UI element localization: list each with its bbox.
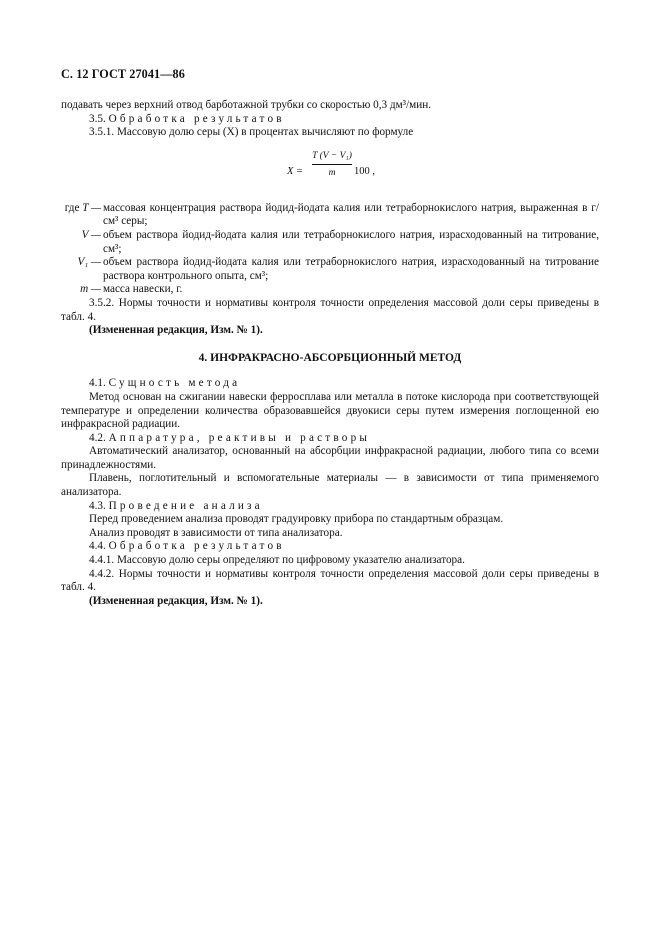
definition-item xyxy=(61,229,599,256)
definition-symbol: m — xyxy=(80,283,101,296)
paragraph-3-5-1: 3.5.1. Массовую долю серы (X) в процентах вычисляют по формуле xyxy=(89,126,414,139)
section-title-spaced: Обработка результатов xyxy=(108,540,285,553)
paragraph-4-3-b: Анализ проводят в зависимости от типа анализатора. xyxy=(89,526,343,539)
document-body xyxy=(61,99,599,608)
paragraph-4-2-a: Автоматический анализатор, основанный на абсорбции инфракрасной радиации, любого типа со всеми принадлежностями. xyxy=(61,445,599,471)
definition-text: масса навески, г. xyxy=(103,283,183,296)
formula-fraction xyxy=(312,150,352,181)
amendment-note: (Измененная редакция, Изм. № 1). xyxy=(89,324,263,337)
section-number: 4.1. xyxy=(89,377,106,390)
formula-block xyxy=(61,150,599,190)
section-number: 4.3. xyxy=(89,499,106,512)
paragraph-4-4-1: 4.4.1. Массовую долю серы определяют по цифровому указателю анализатора. xyxy=(89,554,465,567)
section-number: 3.5. xyxy=(89,112,106,125)
paragraph-4-2-b: Плавень, поглотительный и вспомогательные материалы — в зависимости от типа применяемого анализатора. xyxy=(61,472,599,499)
formula-numerator: T (V − V₁) xyxy=(312,150,352,166)
section-4-title: 4. ИНФРАКРАСНО-АБСОРБЦИОННЫЙ МЕТОД xyxy=(198,351,462,364)
page-header: С. 12 ГОСТ 27041—86 xyxy=(61,67,185,81)
definition-text: массовая концентрация раствора йодид-йодата калия или тетраборнокислого натрия, выраженная в г/см³ серы; xyxy=(103,201,599,228)
section-title-spaced: Обработка результатов xyxy=(108,112,285,125)
paragraph-4-4-2: 4.4.2. Нормы точности и нормативы контроля точности определения массовой доли серы приведены в табл. 4. xyxy=(61,567,599,594)
paragraph-3-5-2: 3.5.2. Нормы точности и нормативы контроля точности определения массовой доли серы приведены в табл. 4. xyxy=(61,296,599,323)
formula-multiplier: 100 , xyxy=(354,165,375,177)
section-heading-3-5 xyxy=(61,113,599,127)
amendment-note: (Измененная редакция, Изм. № 1). xyxy=(89,594,263,607)
definition-symbol: V — xyxy=(81,228,101,241)
section-number: 4.4. xyxy=(89,540,106,553)
definition-text: объем раствора йодид-йодата калия или тетраборнокислого натрия, израсходованный на титрование раствора контрольного опыта, см³; xyxy=(103,256,599,282)
section-heading-4-2 xyxy=(61,432,599,446)
definition-item xyxy=(61,202,599,229)
definition-prefix: где xyxy=(64,201,80,214)
section-number: 4.2. xyxy=(89,431,106,444)
definition-text: объем раствора йодид-йодата калия или тетраборнокислого натрия, израсходованный на титрование, см³; xyxy=(103,228,599,255)
paragraph-intro: подавать через верхний отвод барботажной трубки со скоростью 0,3 дм³/мин. xyxy=(61,99,431,111)
definition-item xyxy=(61,256,599,283)
section-title-spaced: Сущность метода xyxy=(108,377,241,390)
definition-item xyxy=(61,283,599,297)
variable-definitions xyxy=(61,202,599,297)
section-heading-4-3 xyxy=(61,500,599,514)
formula-lhs: X = xyxy=(287,165,304,177)
definition-symbol: V₁ — xyxy=(77,256,101,269)
section-title-spaced: Проведение анализа xyxy=(108,499,263,512)
section-heading-4-1 xyxy=(61,377,599,391)
paragraph-4-3-a: Перед проведением анализа проводят градуировку прибора по стандартным образцам. xyxy=(89,513,504,526)
section-heading-4-4 xyxy=(61,540,599,554)
definition-symbol: T — xyxy=(82,201,101,214)
paragraph-4-1: Метод основан на сжигании навески ферросплава или металла в потоке кислорода при соответствующей температуре и определении количества образовавшейся двуокиси серы путем измерения поглощенной ею инфракрасной радиации. xyxy=(61,390,599,431)
section-title-spaced: Аппаратура, реактивы и растворы xyxy=(108,431,371,444)
formula-denominator: m xyxy=(328,168,336,179)
